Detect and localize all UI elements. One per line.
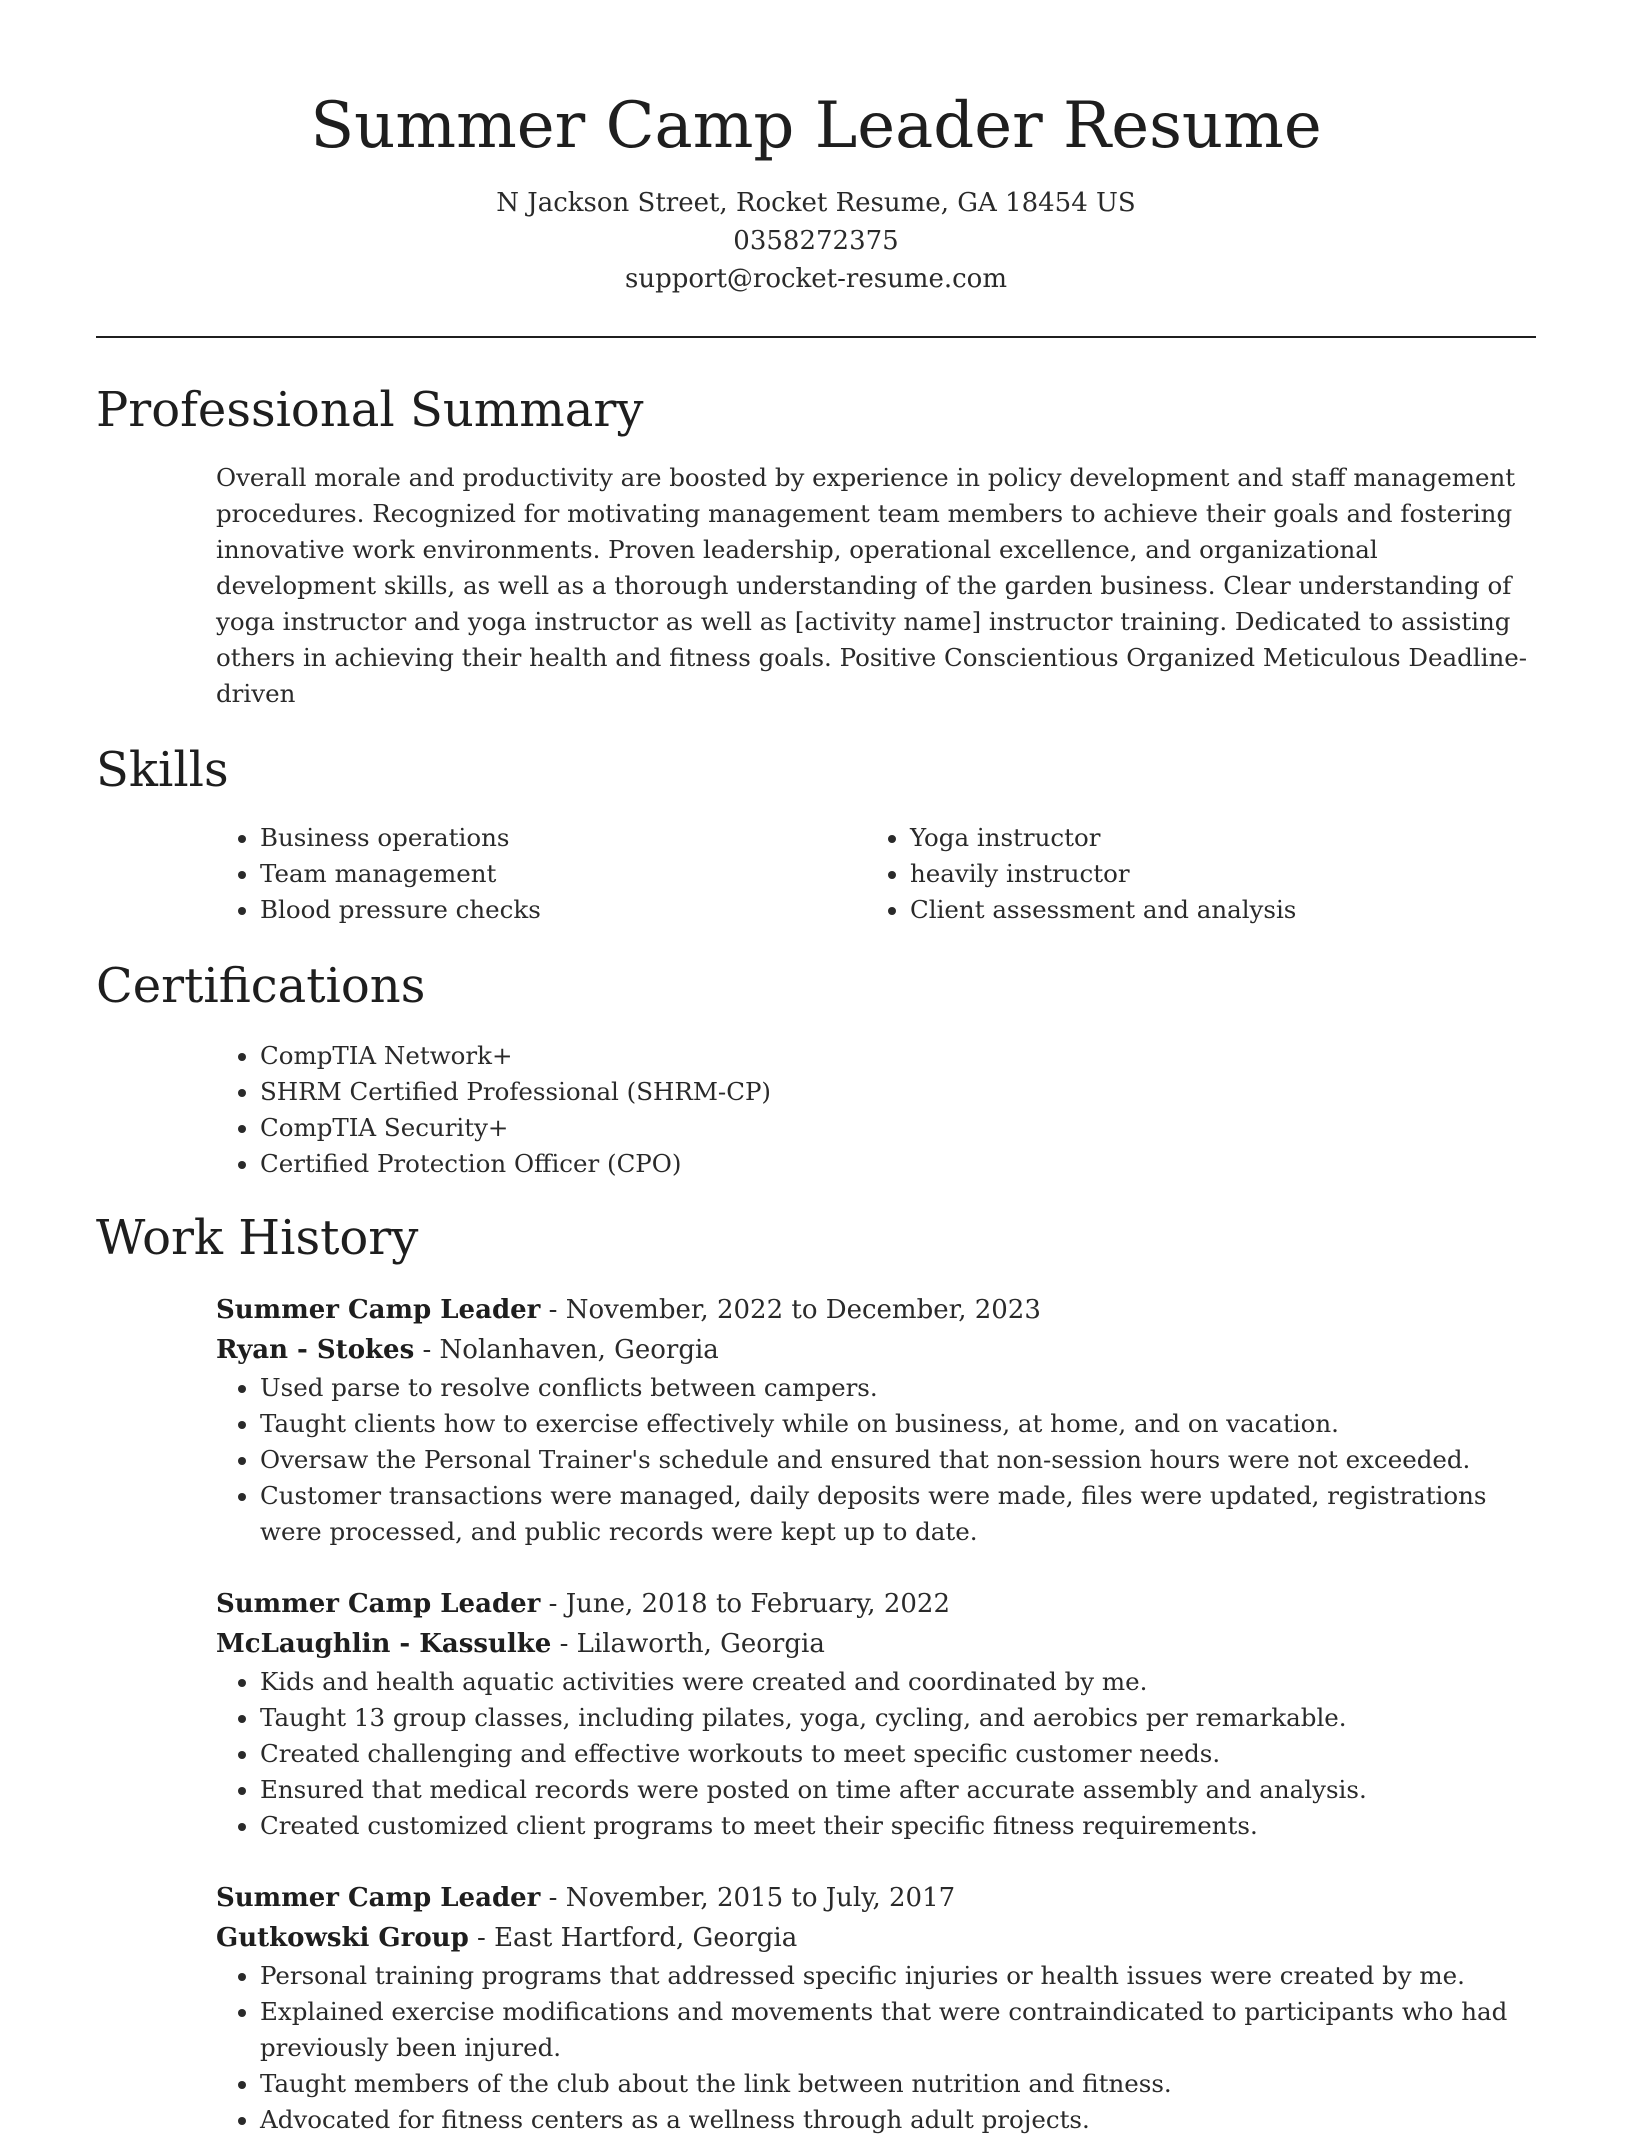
job-location: - East Hartford, Georgia	[468, 1923, 798, 1953]
skill-item: • Client assessment and analysis	[910, 892, 1516, 928]
contact-phone: 0358272375	[733, 226, 899, 256]
certification-item: • CompTIA Security+	[260, 1110, 1536, 1146]
contact-address: N Jackson Street, Rocket Resume, GA 18454 US	[496, 188, 1136, 218]
job-bullet: • Taught 13 group classes, including pilates, yoga, cycling, and aerobics per remarkable.	[260, 1700, 1536, 1736]
job-dates: - November, 2015 to July, 2017	[540, 1883, 956, 1913]
job-bullet: • Created customized client programs to meet their specific fitness requirements.	[260, 1808, 1536, 1844]
resume-page	[96, 0, 1536, 2138]
certification-item: • SHRM Certified Professional (SHRM-CP)	[260, 1074, 1536, 1110]
contact-info	[96, 184, 1536, 298]
job-company: Ryan - Stokes	[216, 1335, 415, 1365]
job-bullet: • Oversaw the Personal Trainer's schedule and ensured that non-session hours were not exceeded.	[260, 1442, 1536, 1478]
job-bullets	[216, 1370, 1536, 1550]
job-bullet: • Taught members of the club about the link between nutrition and fitness.	[260, 2066, 1536, 2102]
skills-heading: Skills	[96, 742, 229, 798]
job-bullet: • Explained exercise modifications and movements that were contraindicated to participants who had previously been injured.	[260, 1994, 1536, 2066]
job-bullet: • Kids and health aquatic activities were created and coordinated by me.	[260, 1664, 1536, 1700]
job-bullet: • Ensured that medical records were posted on time after accurate assembly and analysis.	[260, 1772, 1536, 1808]
skills-column-right	[866, 820, 1516, 928]
job-location: - Lilaworth, Georgia	[551, 1629, 825, 1659]
job-role: Summer Camp Leader	[216, 1295, 541, 1325]
job-bullet: • Created challenging and effective workouts to meet specific customer needs.	[260, 1736, 1536, 1772]
certifications-list	[216, 1038, 1536, 1182]
job-bullet: • Used parse to resolve conflicts between campers.	[260, 1370, 1536, 1406]
skill-item: • heavily instructor	[910, 856, 1516, 892]
certification-item: • CompTIA Network+	[260, 1038, 1536, 1074]
job-entry	[216, 1584, 1536, 1844]
summary-heading: Professional Summary	[96, 382, 644, 438]
job-dates: - June, 2018 to February, 2022	[540, 1589, 951, 1619]
skill-item: • Business operations	[260, 820, 866, 856]
job-location: - Nolanhaven, Georgia	[414, 1335, 719, 1365]
resume-title: Summer Camp Leader Resume	[310, 89, 1322, 163]
job-bullet: • Customer transactions were managed, daily deposits were made, files were updated, registrations were processed, and public records were kept up to date.	[260, 1478, 1536, 1550]
job-bullet: • Taught clients how to exercise effectively while on business, at home, and on vacation.	[260, 1406, 1536, 1442]
job-role: Summer Camp Leader	[216, 1883, 541, 1913]
job-entry	[216, 1878, 1536, 2138]
job-company-line	[216, 1918, 1536, 1958]
job-title-line	[216, 1584, 1536, 1624]
job-title-line	[216, 1878, 1536, 1918]
job-bullet: • Advocated for fitness centers as a wellness through adult projects.	[260, 2102, 1536, 2138]
certifications-heading: Certifications	[96, 958, 426, 1014]
skill-item: • Blood pressure checks	[260, 892, 866, 928]
work-history-heading: Work History	[96, 1210, 419, 1266]
job-company: Gutkowski Group	[216, 1923, 469, 1953]
job-dates: - November, 2022 to December, 2023	[540, 1295, 1041, 1325]
summary-text: Overall morale and productivity are boosted by experience in policy development and staff management procedures. Recognized for motivating management team members to achieve their goals and fostering innovative work environments. Proven leadership, operational excellence, and organizational development skills, as well as a thorough understanding of the garden business. Clear understanding of yoga instructor and yoga instructor as well as [activity name] instructor training. Dedicated to assisting others in achieving their health and fitness goals. Positive Conscientious Organized Meticulous Deadline-driven	[216, 463, 1528, 708]
skills-column-left	[216, 820, 866, 928]
certification-item: • Certified Protection Officer (CPO)	[260, 1146, 1536, 1182]
job-bullets	[216, 1958, 1536, 2138]
resume-header	[96, 0, 1536, 298]
job-company-line	[216, 1330, 1536, 1370]
job-company-line	[216, 1624, 1536, 1664]
header-divider	[96, 336, 1536, 338]
job-title-line	[216, 1290, 1536, 1330]
job-role: Summer Camp Leader	[216, 1589, 541, 1619]
job-entry	[216, 1290, 1536, 1550]
skill-item: • Yoga instructor	[910, 820, 1516, 856]
contact-email: support@rocket-resume.com	[624, 264, 1007, 294]
skill-item: • Team management	[260, 856, 866, 892]
job-company: McLaughlin - Kassulke	[216, 1629, 552, 1659]
job-bullets	[216, 1664, 1536, 1844]
job-bullet: • Personal training programs that addressed specific injuries or health issues were created by me.	[260, 1958, 1536, 1994]
skills-list	[216, 820, 1536, 928]
